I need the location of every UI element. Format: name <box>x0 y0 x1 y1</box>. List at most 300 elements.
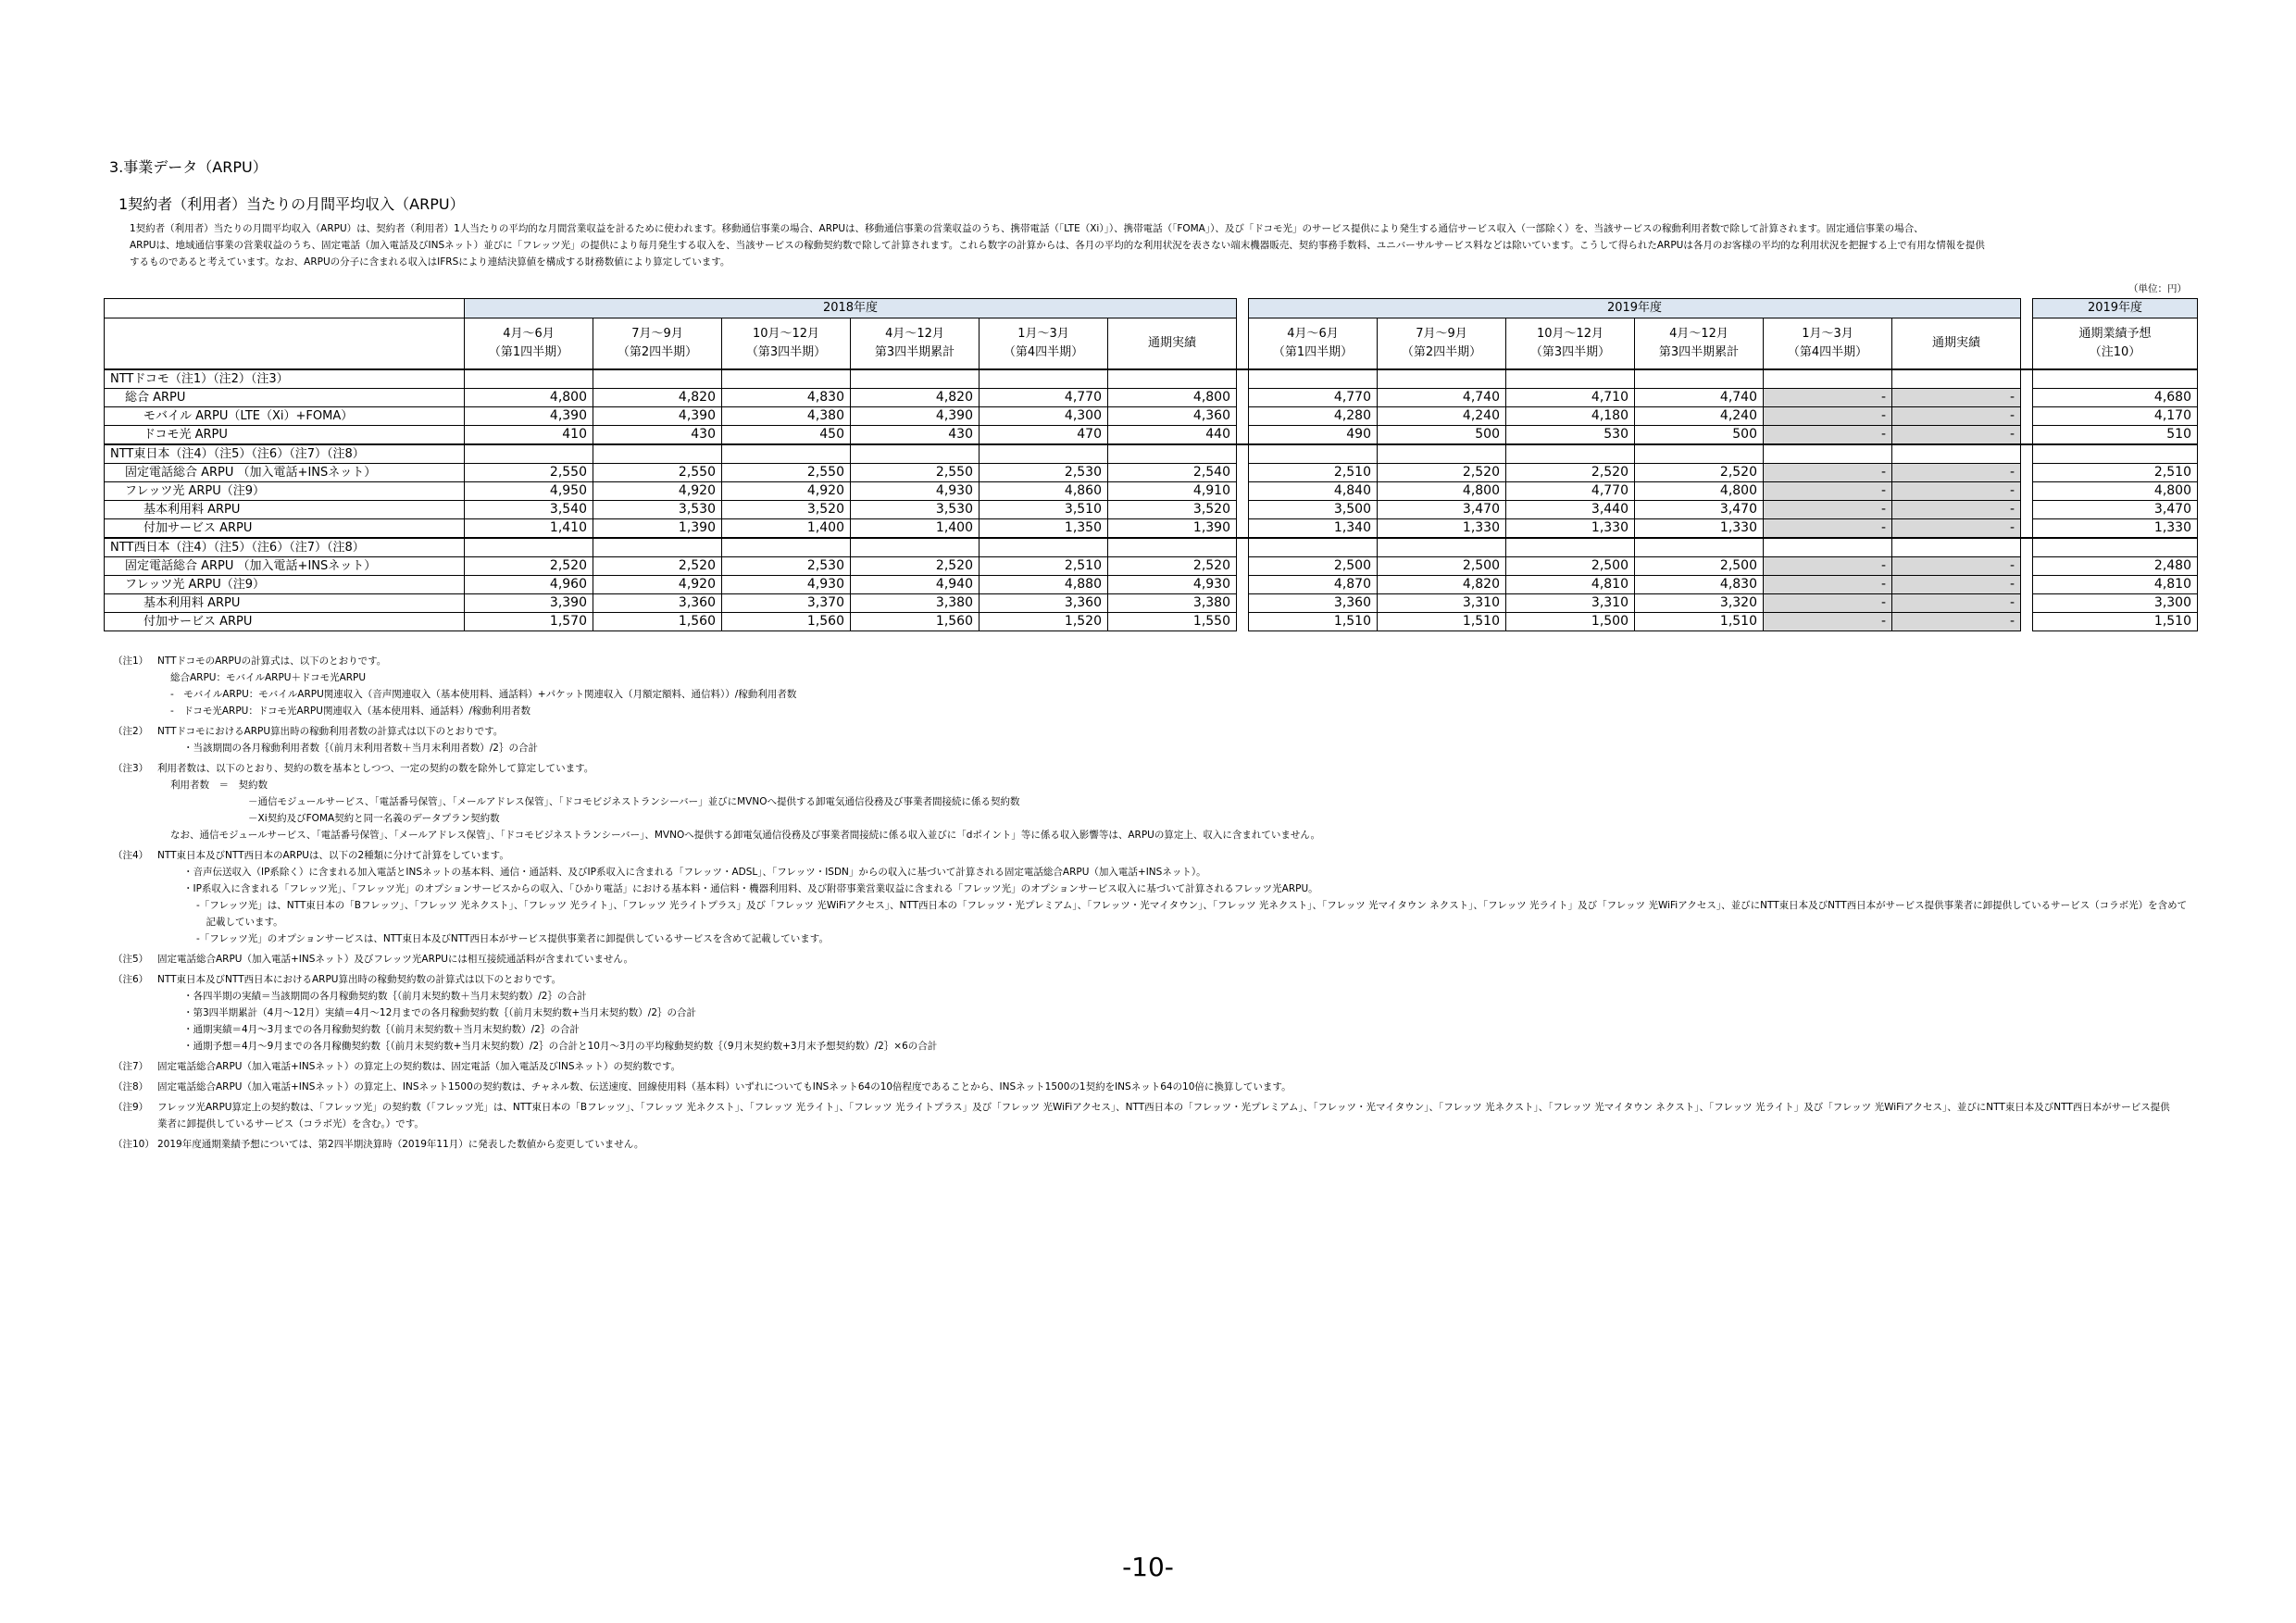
value-cell: 2,510 <box>1249 464 1378 482</box>
value-cell: 4,710 <box>1506 389 1635 407</box>
value-cell: 4,930 <box>851 482 980 501</box>
not-available-cell: - <box>1764 557 1892 576</box>
page-number: -10- <box>1122 1552 1174 1582</box>
value-cell: 3,360 <box>593 594 722 613</box>
period-header-line: 第3四半期累計 <box>1658 345 1740 359</box>
value-cell: 4,820 <box>1378 576 1506 594</box>
value-cell: 3,520 <box>1108 501 1237 519</box>
period-header-line: 通期実績 <box>1147 336 1196 350</box>
footnote-line: ・通期実績＝4月～3月までの各月稼動契約数｛（前月末契約数＋当月末契約数）/2｝の合計 <box>183 1024 580 1035</box>
company-row <box>105 444 2198 464</box>
gap-cell <box>1237 444 1249 464</box>
value-cell: 410 <box>465 426 593 445</box>
footnote-tag: （注4） <box>113 850 149 861</box>
value-cell <box>1506 369 1635 389</box>
value-cell <box>722 369 851 389</box>
period-header-line: 7月～9月 <box>631 327 683 341</box>
value-cell <box>851 538 980 557</box>
value-cell: 3,470 <box>1635 501 1764 519</box>
year-header-2018: 2018年度 <box>465 299 1237 318</box>
table-row <box>105 576 2198 594</box>
footnote-line: －Xi契約及びFOMA契約と同一名義のデータプラン契約数 <box>248 813 500 824</box>
value-cell <box>1249 538 1378 557</box>
period-header <box>1764 318 1892 370</box>
value-cell <box>1378 369 1506 389</box>
footnote-line: ・各四半期の実績＝当該期間の各月稼動契約数｛（前月末契約数＋当月末契約数）/2｝の合計 <box>183 991 587 1002</box>
value-cell <box>1108 444 1237 464</box>
footnote-body <box>157 1099 2196 1132</box>
value-cell: 4,360 <box>1108 407 1237 426</box>
gap-cell <box>1237 389 1249 407</box>
footnote-body <box>157 1079 2196 1095</box>
gap-cell <box>2021 576 2033 594</box>
not-available-cell: - <box>1892 389 2021 407</box>
value-cell: 450 <box>722 426 851 445</box>
unit-label: （単位：円） <box>2128 283 2187 294</box>
value-cell <box>593 369 722 389</box>
gap-cell <box>1237 557 1249 576</box>
footnote-tag: （注10） <box>113 1139 155 1150</box>
value-cell: 4,940 <box>851 576 980 594</box>
value-cell: 4,840 <box>1249 482 1378 501</box>
forecast-header-line: 通期業績予想 <box>2078 327 2152 341</box>
value-cell <box>1249 369 1378 389</box>
footnote-body <box>157 951 2196 968</box>
value-cell: 500 <box>1378 426 1506 445</box>
value-cell: 4,240 <box>1378 407 1506 426</box>
value-cell <box>1506 538 1635 557</box>
row-label: 付加サービス ARPU <box>105 613 465 631</box>
footnote <box>113 1099 2196 1132</box>
period-header-line: 1月～3月 <box>1017 327 1069 341</box>
arpu-table <box>104 298 2198 631</box>
value-cell: 1,350 <box>980 519 1108 539</box>
footnote-body <box>157 723 2196 756</box>
forecast-cell: 2,510 <box>2033 464 2198 482</box>
table-row <box>105 594 2198 613</box>
value-cell: 4,390 <box>593 407 722 426</box>
table-row <box>105 482 2198 501</box>
footnote-line: 利用者数 ＝ 契約数 <box>170 780 268 791</box>
gap-cell <box>1237 482 1249 501</box>
gap-cell <box>1237 464 1249 482</box>
forecast-cell <box>2033 369 2198 389</box>
value-cell <box>1764 538 1892 557</box>
forecast-cell: 3,300 <box>2033 594 2198 613</box>
gap-cell <box>2021 538 2033 557</box>
value-cell <box>980 369 1108 389</box>
period-header <box>465 318 593 370</box>
not-available-cell: - <box>1892 464 2021 482</box>
value-cell: 4,800 <box>1635 482 1764 501</box>
value-cell: 4,740 <box>1378 389 1506 407</box>
table-row <box>105 613 2198 631</box>
value-cell: 4,930 <box>722 576 851 594</box>
table-row <box>105 389 2198 407</box>
value-cell <box>722 444 851 464</box>
footnote-line: 固定電話総合ARPU（加入電話+INSネット）の算定上、INSネット1500の契約数は、チャネル数、伝送速度、回線使用料（基本料）いずれについてもINSネット64の10倍程度であることから、INSネット1500の1契約をINSネット64の10倍に換算しています。 <box>157 1081 1292 1092</box>
period-header-line: 10月～12月 <box>1536 327 1604 341</box>
footnote-tag: （注7） <box>113 1061 149 1072</box>
value-cell <box>980 538 1108 557</box>
row-label: 基本利用料 ARPU <box>105 501 465 519</box>
gap-cell <box>1237 318 1249 370</box>
value-cell <box>1892 538 2021 557</box>
footnote-body <box>157 1136 2196 1153</box>
gap-cell <box>2021 464 2033 482</box>
table-row <box>105 501 2198 519</box>
value-cell <box>1378 444 1506 464</box>
forecast-cell: 2,480 <box>2033 557 2198 576</box>
intro-line: するものであると考えています。なお、ARPUの分子に含まれる収入はIFRSにより連結決算値を構成する財務数値により算定しています。 <box>130 256 730 268</box>
not-available-cell: - <box>1892 501 2021 519</box>
value-cell: 4,920 <box>593 576 722 594</box>
gap-cell <box>1237 519 1249 539</box>
footnote-line: なお、通信モジュールサービス、「電話番号保管」、「メールアドレス保管」、「ドコモビジネストランシーバー」、MVNOへ提供する卸電気通信役務及び事業者間接続に係る収入並びに「dポイント」等に係る収入影響等は、ARPUの算定上、収入に含まれていません。 <box>170 830 1320 841</box>
corner-cell <box>105 318 465 370</box>
footnote-tag: （注8） <box>113 1081 149 1092</box>
gap-cell <box>1237 369 1249 389</box>
value-cell: 3,500 <box>1249 501 1378 519</box>
value-cell: 3,310 <box>1378 594 1506 613</box>
value-cell: 2,520 <box>1635 464 1764 482</box>
sub-title: 1契約者（利用者）当たりの月間平均収入（ARPU） <box>119 195 465 213</box>
not-available-cell: - <box>1892 426 2021 445</box>
footnote-line: NTTドコモのARPUの計算式は、以下のとおりです。 <box>157 655 387 667</box>
row-label: 総合 ARPU <box>105 389 465 407</box>
value-cell: 4,910 <box>1108 482 1237 501</box>
value-cell: 2,520 <box>593 557 722 576</box>
value-cell <box>1635 444 1764 464</box>
gap-cell <box>2021 594 2033 613</box>
forecast-cell: 4,680 <box>2033 389 2198 407</box>
value-cell: 3,540 <box>465 501 593 519</box>
value-cell: 4,880 <box>980 576 1108 594</box>
value-cell: 1,330 <box>1506 519 1635 539</box>
value-cell: 2,520 <box>1108 557 1237 576</box>
value-cell: 3,530 <box>593 501 722 519</box>
value-cell: 1,340 <box>1249 519 1378 539</box>
not-available-cell: - <box>1892 613 2021 631</box>
period-header-line: 4月～12月 <box>885 327 944 341</box>
gap-cell <box>1237 426 1249 445</box>
not-available-cell: - <box>1764 407 1892 426</box>
footnote-line: - ドコモ光ARPU：ドコモ光ARPU関連収入（基本使用料、通話料）/稼動利用者数 <box>170 705 530 717</box>
value-cell: 3,320 <box>1635 594 1764 613</box>
footnote-body <box>157 653 2196 719</box>
row-label: ドコモ光 ARPU <box>105 426 465 445</box>
footnote-line: ・第3四半期累計（4月～12月）実績＝4月～12月までの各月稼動契約数｛（前月末契約数+当月末契約数）/2｝の合計 <box>183 1007 697 1018</box>
forecast-cell: 3,470 <box>2033 501 2198 519</box>
gap-cell <box>1237 407 1249 426</box>
value-cell: 3,470 <box>1378 501 1506 519</box>
period-header-line: 第3四半期累計 <box>874 345 955 359</box>
forecast-header <box>2033 318 2198 370</box>
company-label: NTT西日本（注4）（注5）（注6）（注7）（注8） <box>105 538 465 557</box>
value-cell: 2,520 <box>465 557 593 576</box>
period-header-line: 通期実績 <box>1931 336 1980 350</box>
value-cell: 4,770 <box>980 389 1108 407</box>
row-label: フレッツ光 ARPU（注9） <box>105 482 465 501</box>
year-header-row <box>105 299 2198 318</box>
footnote-line: 記載しています。 <box>196 917 283 928</box>
not-available-cell: - <box>1892 482 2021 501</box>
intro-text <box>130 220 2194 270</box>
value-cell: 4,800 <box>1378 482 1506 501</box>
footnote-line: 業者に卸提供しているサービス（コラボ光）を含む。）です。 <box>157 1118 424 1130</box>
period-header-line: 1月～3月 <box>1802 327 1853 341</box>
row-label: 付加サービス ARPU <box>105 519 465 539</box>
not-available-cell: - <box>1764 482 1892 501</box>
footnote-line: 総合ARPU：モバイルARPU＋ドコモ光ARPU <box>170 672 367 683</box>
period-header <box>722 318 851 370</box>
value-cell: 4,830 <box>722 389 851 407</box>
value-cell: 3,360 <box>1249 594 1378 613</box>
value-cell: 440 <box>1108 426 1237 445</box>
gap-cell <box>2021 369 2033 389</box>
value-cell: 3,440 <box>1506 501 1635 519</box>
table-row <box>105 557 2198 576</box>
period-header <box>851 318 980 370</box>
forecast-cell: 4,800 <box>2033 482 2198 501</box>
value-cell <box>1764 444 1892 464</box>
value-cell: 1,560 <box>722 613 851 631</box>
value-cell: 4,390 <box>851 407 980 426</box>
period-header-line: 4月～6月 <box>503 327 555 341</box>
value-cell: 1,400 <box>722 519 851 539</box>
value-cell <box>1378 538 1506 557</box>
value-cell <box>465 444 593 464</box>
footnote-tag: （注1） <box>113 655 149 667</box>
table-row <box>105 519 2198 539</box>
value-cell: 2,500 <box>1506 557 1635 576</box>
value-cell <box>722 538 851 557</box>
value-cell: 4,860 <box>980 482 1108 501</box>
footnote <box>113 1136 2196 1153</box>
period-header <box>593 318 722 370</box>
value-cell: 4,920 <box>722 482 851 501</box>
value-cell <box>1635 538 1764 557</box>
footnote <box>113 951 2196 968</box>
value-cell: 1,390 <box>593 519 722 539</box>
period-header <box>1892 318 2021 370</box>
footnote-line: -「フレッツ光」のオプションサービスは、NTT東日本及びNTT西日本がサービス提供事業者に卸提供しているサービスを含めて記載しています。 <box>196 933 829 944</box>
table-row <box>105 407 2198 426</box>
value-cell <box>1108 369 1237 389</box>
not-available-cell: - <box>1764 594 1892 613</box>
value-cell: 2,500 <box>1249 557 1378 576</box>
period-header <box>1108 318 1237 370</box>
value-cell: 3,520 <box>722 501 851 519</box>
footnote-body <box>157 760 2196 843</box>
value-cell: 2,530 <box>980 464 1108 482</box>
value-cell: 1,410 <box>465 519 593 539</box>
row-label: フレッツ光 ARPU（注9） <box>105 576 465 594</box>
period-header-line: （第2四半期） <box>1401 345 1482 359</box>
value-cell: 3,510 <box>980 501 1108 519</box>
not-available-cell: - <box>1892 519 2021 539</box>
not-available-cell: - <box>1764 464 1892 482</box>
footnote-tag: （注2） <box>113 726 149 737</box>
value-cell <box>851 369 980 389</box>
not-available-cell: - <box>1892 557 2021 576</box>
gap-cell <box>1237 501 1249 519</box>
footnote-line: ・当該期間の各月稼動利用者数｛（前月末利用者数＋当月末利用者数）/2｝の合計 <box>183 743 538 754</box>
footnote-line: 固定電話総合ARPU（加入電話+INSネット）及びフレッツ光ARPUには相互接続通話料が含まれていません。 <box>157 954 634 965</box>
value-cell <box>593 538 722 557</box>
gap-cell <box>1237 613 1249 631</box>
period-header-line: 4月～12月 <box>1669 327 1728 341</box>
not-available-cell: - <box>1764 576 1892 594</box>
forecast-cell: 4,810 <box>2033 576 2198 594</box>
value-cell: 3,380 <box>1108 594 1237 613</box>
value-cell: 2,550 <box>722 464 851 482</box>
value-cell: 430 <box>593 426 722 445</box>
gap-cell <box>2021 318 2033 370</box>
value-cell: 2,500 <box>1378 557 1506 576</box>
value-cell: 4,920 <box>593 482 722 501</box>
value-cell: 4,800 <box>465 389 593 407</box>
period-header-line: 10月～12月 <box>752 327 820 341</box>
period-header-line: （第2四半期） <box>617 345 698 359</box>
footnote-line: フレッツ光ARPU算定上の契約数は、「フレッツ光」の契約数（「フレッツ光」は、NTT東日本の「Bフレッツ」、「フレッツ 光ネクスト」、「フレッツ 光ライト」、「フレッツ 光ライトプラス」及び「フレッツ 光WiFiアクセス」、NTT西日本の「フレッツ・光プレミアム」、「フレッツ・光マイタウン」、「フレッツ 光ネクスト」、「フレッツ 光マイタウン ネクスト」、「フレッツ 光ライト」及び「フレッツ 光WiFiアクセス」、並びにNTT東日本及びNTT西日本がサービス提供 <box>157 1102 2170 1113</box>
period-header <box>980 318 1108 370</box>
value-cell: 2,520 <box>1378 464 1506 482</box>
gap-cell <box>2021 444 2033 464</box>
value-cell: 4,390 <box>465 407 593 426</box>
value-cell: 4,770 <box>1506 482 1635 501</box>
value-cell: 4,800 <box>1108 389 1237 407</box>
gap-cell <box>2021 519 2033 539</box>
footnote-body <box>157 847 2196 947</box>
value-cell: 3,310 <box>1506 594 1635 613</box>
value-cell: 470 <box>980 426 1108 445</box>
footnote-line: －通信モジュールサービス、「電話番号保管」、「メールアドレス保管」、「ドコモビジネストランシーバー」並びにMVNOへ提供する卸電気通信役務及び事業者間接続に係る契約数 <box>248 796 1020 807</box>
period-header-line: 4月～6月 <box>1287 327 1339 341</box>
value-cell: 1,500 <box>1506 613 1635 631</box>
footnote-tag: （注6） <box>113 974 149 985</box>
footnote <box>113 971 2196 1055</box>
value-cell <box>1764 369 1892 389</box>
gap-cell <box>1237 299 1249 318</box>
footnote <box>113 1058 2196 1075</box>
value-cell: 430 <box>851 426 980 445</box>
value-cell <box>851 444 980 464</box>
value-cell: 4,930 <box>1108 576 1237 594</box>
year-header-2019-forecast: 2019年度 <box>2033 299 2198 318</box>
value-cell: 2,530 <box>722 557 851 576</box>
value-cell <box>593 444 722 464</box>
footnote-line: NTT東日本及びNTT西日本におけるARPU算出時の稼動契約数の計算式は以下のとおりです。 <box>157 974 562 985</box>
not-available-cell: - <box>1764 501 1892 519</box>
period-header-line: （第3四半期） <box>745 345 827 359</box>
value-cell: 1,520 <box>980 613 1108 631</box>
value-cell: 1,560 <box>593 613 722 631</box>
forecast-cell <box>2033 538 2198 557</box>
footnote <box>113 723 2196 756</box>
footnotes <box>113 653 2196 1156</box>
value-cell <box>1108 538 1237 557</box>
gap-cell <box>1237 594 1249 613</box>
value-cell: 3,530 <box>851 501 980 519</box>
gap-cell <box>2021 482 2033 501</box>
footnote <box>113 760 2196 843</box>
value-cell <box>465 538 593 557</box>
value-cell <box>1892 444 2021 464</box>
value-cell <box>980 444 1108 464</box>
section-title: 3.事業データ（ARPU） <box>109 158 268 176</box>
footnote-tag: （注5） <box>113 954 149 965</box>
not-available-cell: - <box>1764 426 1892 445</box>
gap-cell <box>2021 407 2033 426</box>
gap-cell <box>2021 299 2033 318</box>
period-header <box>1249 318 1378 370</box>
forecast-cell: 1,510 <box>2033 613 2198 631</box>
gap-cell <box>2021 426 2033 445</box>
value-cell: 1,330 <box>1378 519 1506 539</box>
value-cell: 2,550 <box>465 464 593 482</box>
value-cell: 1,570 <box>465 613 593 631</box>
not-available-cell: - <box>1764 389 1892 407</box>
value-cell: 4,300 <box>980 407 1108 426</box>
period-header <box>1378 318 1506 370</box>
value-cell: 2,510 <box>980 557 1108 576</box>
footnote-line: 利用者数は、以下のとおり、契約の数を基本としつつ、一定の契約の数を除外して算定しています。 <box>157 763 594 774</box>
value-cell: 4,820 <box>851 389 980 407</box>
period-header <box>1506 318 1635 370</box>
footnote-line: 2019年度通期業績予想については、第2四半期決算時（2019年11月）に発表した数値から変更していません。 <box>157 1139 644 1150</box>
period-header-line: 7月～9月 <box>1416 327 1467 341</box>
value-cell <box>465 369 593 389</box>
forecast-header-line: （注10） <box>2089 345 2141 359</box>
value-cell: 2,540 <box>1108 464 1237 482</box>
company-row <box>105 538 2198 557</box>
not-available-cell: - <box>1892 594 2021 613</box>
value-cell: 530 <box>1506 426 1635 445</box>
forecast-cell: 510 <box>2033 426 2198 445</box>
footnote-line: NTT東日本及びNTT西日本のARPUは、以下の2種類に分けて計算をしています。 <box>157 850 509 861</box>
value-cell: 4,870 <box>1249 576 1378 594</box>
value-cell: 1,510 <box>1378 613 1506 631</box>
value-cell <box>1249 444 1378 464</box>
row-label: モバイル ARPU（LTE（Xi）+FOMA） <box>105 407 465 426</box>
value-cell: 2,520 <box>851 557 980 576</box>
value-cell <box>1892 369 2021 389</box>
company-row <box>105 369 2198 389</box>
gap-cell <box>1237 576 1249 594</box>
footnote-body <box>157 1058 2196 1075</box>
value-cell: 2,500 <box>1635 557 1764 576</box>
company-label: NTTドコモ（注1）（注2）（注3） <box>105 369 465 389</box>
value-cell: 490 <box>1249 426 1378 445</box>
forecast-cell: 4,170 <box>2033 407 2198 426</box>
footnote-tag: （注3） <box>113 763 149 774</box>
period-header-line: （第1四半期） <box>488 345 569 359</box>
table-row <box>105 464 2198 482</box>
period-header-line: （第3四半期） <box>1529 345 1611 359</box>
gap-cell <box>1237 538 1249 557</box>
row-label: 固定電話総合 ARPU （加入電話+INSネット） <box>105 464 465 482</box>
value-cell: 4,770 <box>1249 389 1378 407</box>
value-cell: 3,390 <box>465 594 593 613</box>
value-cell: 2,520 <box>1506 464 1635 482</box>
period-header-row <box>105 318 2198 370</box>
value-cell: 4,820 <box>593 389 722 407</box>
forecast-cell <box>2033 444 2198 464</box>
period-header <box>1635 318 1764 370</box>
gap-cell <box>2021 557 2033 576</box>
value-cell: 4,380 <box>722 407 851 426</box>
